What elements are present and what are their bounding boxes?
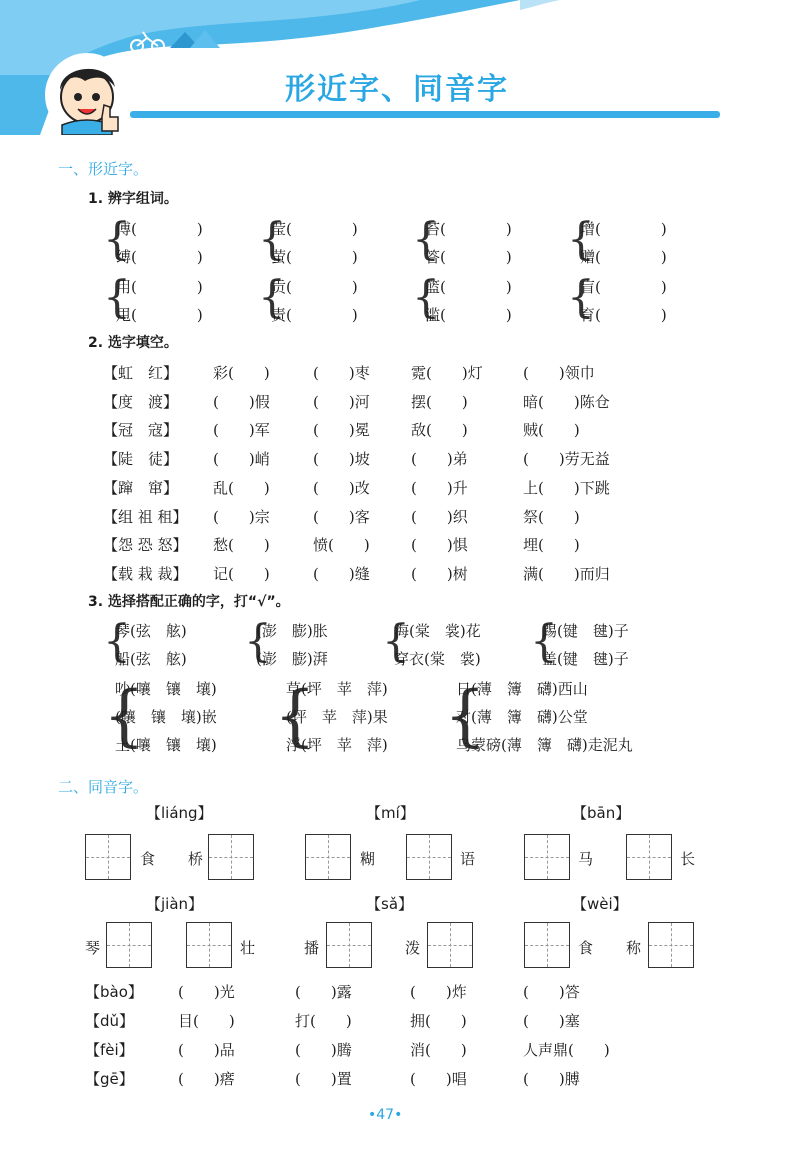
- text-label: 愤( ): [313, 536, 370, 554]
- text-label: ( )品: [178, 1041, 235, 1059]
- text-label: 乱( ): [213, 479, 270, 497]
- text-label: (澎 膨)胀: [256, 622, 328, 640]
- pinyin-label: 【bān】: [572, 804, 631, 822]
- text-label: ( )瘩: [178, 1070, 235, 1088]
- text-label: 苔( ): [425, 220, 512, 238]
- text-label: 摆( ): [411, 393, 468, 411]
- brace-bracket: {: [567, 272, 595, 323]
- text-label: 船(弦 舷): [115, 650, 187, 668]
- text-label: 【虹 红】: [103, 364, 179, 382]
- text-label: 【怨 恐 怒】: [103, 536, 188, 554]
- text-label: 语: [460, 850, 476, 868]
- text-label: 育( ): [580, 306, 667, 324]
- brace-bracket: {: [103, 677, 145, 754]
- text-label: 增( ): [580, 220, 667, 238]
- text-label: 埋( ): [523, 536, 580, 554]
- text-label: ( )腾: [295, 1041, 352, 1059]
- text-label: 盲( ): [580, 278, 667, 296]
- text-label: 盖(键 毽)子: [542, 650, 629, 668]
- write-box[interactable]: [106, 922, 152, 968]
- text-label: ( )置: [295, 1070, 352, 1088]
- write-box[interactable]: [208, 834, 254, 880]
- text-label: ( )坡: [313, 450, 370, 468]
- text-label: 乌蒙磅(薄 簿 礴)走泥丸: [456, 736, 633, 754]
- text-label: 土(嚷 镶 壤): [115, 736, 217, 754]
- text-label: 【组 祖 租】: [103, 508, 188, 526]
- text-label: ( )峭: [213, 450, 270, 468]
- page-header: [0, 0, 800, 135]
- text-label: 愁( ): [213, 536, 270, 554]
- write-box[interactable]: [186, 922, 232, 968]
- text-label: 消( ): [410, 1041, 467, 1059]
- write-box[interactable]: [406, 834, 452, 880]
- write-box[interactable]: [524, 922, 570, 968]
- pinyin-label: 【liáng】: [146, 804, 213, 822]
- write-box[interactable]: [524, 834, 570, 880]
- text-label: ( )塞: [523, 1012, 580, 1030]
- write-box[interactable]: [648, 922, 694, 968]
- text-label: 目( ): [178, 1012, 235, 1030]
- write-box[interactable]: [626, 834, 672, 880]
- text-label: ( )惧: [411, 536, 468, 554]
- brace-bracket: {: [567, 214, 595, 265]
- text-label: 踢(键 毽)子: [542, 622, 629, 640]
- text-label: 敌( ): [411, 421, 468, 439]
- text-label: 播: [304, 939, 320, 957]
- text-label: 【蹿 窜】: [103, 479, 179, 497]
- pinyin-label: 【mí】: [366, 804, 415, 822]
- text-label: 责( ): [271, 306, 358, 324]
- page-number: •47•: [368, 1107, 403, 1123]
- text-label: ( )宗: [213, 508, 270, 526]
- text-label: 海(棠 裳)花: [394, 622, 481, 640]
- text-label: 马: [578, 850, 594, 868]
- text-label: ( )光: [178, 983, 235, 1001]
- write-box[interactable]: [326, 922, 372, 968]
- text-label: ( )弟: [411, 450, 468, 468]
- q3-label: 3. 选择搭配正确的字，打“√”。: [88, 594, 290, 610]
- text-label: ( )假: [213, 393, 270, 411]
- text-label: 祭( ): [523, 508, 580, 526]
- text-label: ( )冕: [313, 421, 370, 439]
- text-label: ( )炸: [410, 983, 467, 1001]
- text-label: ( )军: [213, 421, 270, 439]
- text-label: ( )树: [411, 565, 468, 583]
- text-label: 莹( ): [271, 220, 358, 238]
- text-label: 篮( ): [425, 278, 512, 296]
- section2-heading: 二、同音字。: [58, 778, 149, 796]
- text-label: 【gē】: [85, 1070, 134, 1088]
- text-label: ( )唱: [410, 1070, 467, 1088]
- brace-bracket: {: [103, 616, 131, 667]
- text-label: 霓( )灯: [411, 364, 483, 382]
- pinyin-label: 【wèi】: [572, 895, 628, 913]
- text-label: ( )河: [313, 393, 370, 411]
- text-label: 用( ): [116, 278, 203, 296]
- text-label: 对(薄 簿 礴)公堂: [456, 708, 588, 726]
- brace-bracket: {: [444, 677, 486, 754]
- text-label: 食: [578, 939, 594, 957]
- text-label: 甩( ): [116, 306, 203, 324]
- text-label: 吵(嚷 镶 壤): [115, 680, 217, 698]
- text-label: 满( )而归: [523, 565, 610, 583]
- text-label: ( )膊: [523, 1070, 580, 1088]
- text-label: ( )缝: [313, 565, 370, 583]
- brace-bracket: {: [103, 214, 131, 265]
- text-label: ( )织: [411, 508, 468, 526]
- text-label: 彩( ): [213, 364, 270, 382]
- text-label: ( )露: [295, 983, 352, 1001]
- brace-bracket: {: [258, 214, 286, 265]
- text-label: ( )升: [411, 479, 468, 497]
- text-label: 傅( ): [116, 220, 203, 238]
- text-label: 人声鼎( ): [523, 1041, 610, 1059]
- text-label: 【dǔ】: [85, 1012, 135, 1030]
- text-label: 琴: [85, 939, 101, 957]
- text-label: ( )枣: [313, 364, 370, 382]
- write-box[interactable]: [85, 834, 131, 880]
- text-label: 【载 栽 裁】: [103, 565, 188, 583]
- text-label: ( )客: [313, 508, 370, 526]
- text-label: 暗( )陈仓: [523, 393, 610, 411]
- brace-bracket: {: [244, 616, 272, 667]
- text-label: ( )答: [523, 983, 580, 1001]
- text-label: 【bào】: [85, 983, 143, 1001]
- brace-bracket: {: [103, 272, 131, 323]
- text-label: 答( ): [425, 248, 512, 266]
- text-label: 食: [140, 850, 156, 868]
- brace-bracket: {: [274, 677, 316, 754]
- write-box[interactable]: [305, 834, 351, 880]
- brace-bracket: {: [382, 616, 410, 667]
- text-label: ( )改: [313, 479, 370, 497]
- text-label: (澎 膨)湃: [256, 650, 328, 668]
- text-label: 琴(弦 舷): [115, 622, 187, 640]
- text-label: 打( ): [295, 1012, 352, 1030]
- brace-bracket: {: [412, 214, 440, 265]
- text-label: 糊: [360, 850, 376, 868]
- section1-heading: 一、形近字。: [58, 160, 149, 178]
- text-label: ( )劳无益: [523, 450, 610, 468]
- boy-thumbs-up-icon: [40, 45, 135, 135]
- text-label: (坪 苹 萍)果: [286, 708, 388, 726]
- text-label: 拥( ): [410, 1012, 467, 1030]
- text-label: 壮: [240, 939, 256, 957]
- pinyin-label: 【sǎ】: [366, 895, 414, 913]
- text-label: 【冠 寇】: [103, 421, 179, 439]
- text-label: 穿衣(棠 裳): [394, 650, 481, 668]
- text-label: 称: [626, 939, 642, 957]
- text-label: 泼: [405, 939, 421, 957]
- brace-bracket: {: [258, 272, 286, 323]
- q2-label: 2. 选字填空。: [88, 335, 178, 351]
- brace-bracket: {: [412, 272, 440, 323]
- text-label: 上( )下跳: [523, 479, 610, 497]
- text-label: 贼( ): [523, 421, 580, 439]
- text-label: ( )领巾: [523, 364, 595, 382]
- text-label: 萤( ): [271, 248, 358, 266]
- text-label: 缚( ): [116, 248, 203, 266]
- page-title: 形近字、同音字: [285, 72, 509, 107]
- brace-bracket: {: [530, 616, 558, 667]
- q1-label: 1. 辨字组词。: [88, 191, 178, 207]
- text-label: 【度 渡】: [103, 393, 179, 411]
- text-label: 浮(坪 苹 萍): [286, 736, 388, 754]
- text-label: 桥: [188, 850, 204, 868]
- text-label: 长: [680, 850, 696, 868]
- text-label: 草(坪 苹 萍): [286, 680, 388, 698]
- text-label: (嚷 镶 壤)嵌: [115, 708, 217, 726]
- write-box[interactable]: [427, 922, 473, 968]
- pinyin-label: 【jiàn】: [146, 895, 204, 913]
- text-label: 【陡 徒】: [103, 450, 179, 468]
- text-label: 贡( ): [271, 278, 358, 296]
- text-label: 记( ): [213, 565, 270, 583]
- text-label: 【fèi】: [85, 1041, 134, 1059]
- text-label: 滥( ): [425, 306, 512, 324]
- text-label: 赠( ): [580, 248, 667, 266]
- text-label: 日(薄 簿 礴)西山: [456, 680, 588, 698]
